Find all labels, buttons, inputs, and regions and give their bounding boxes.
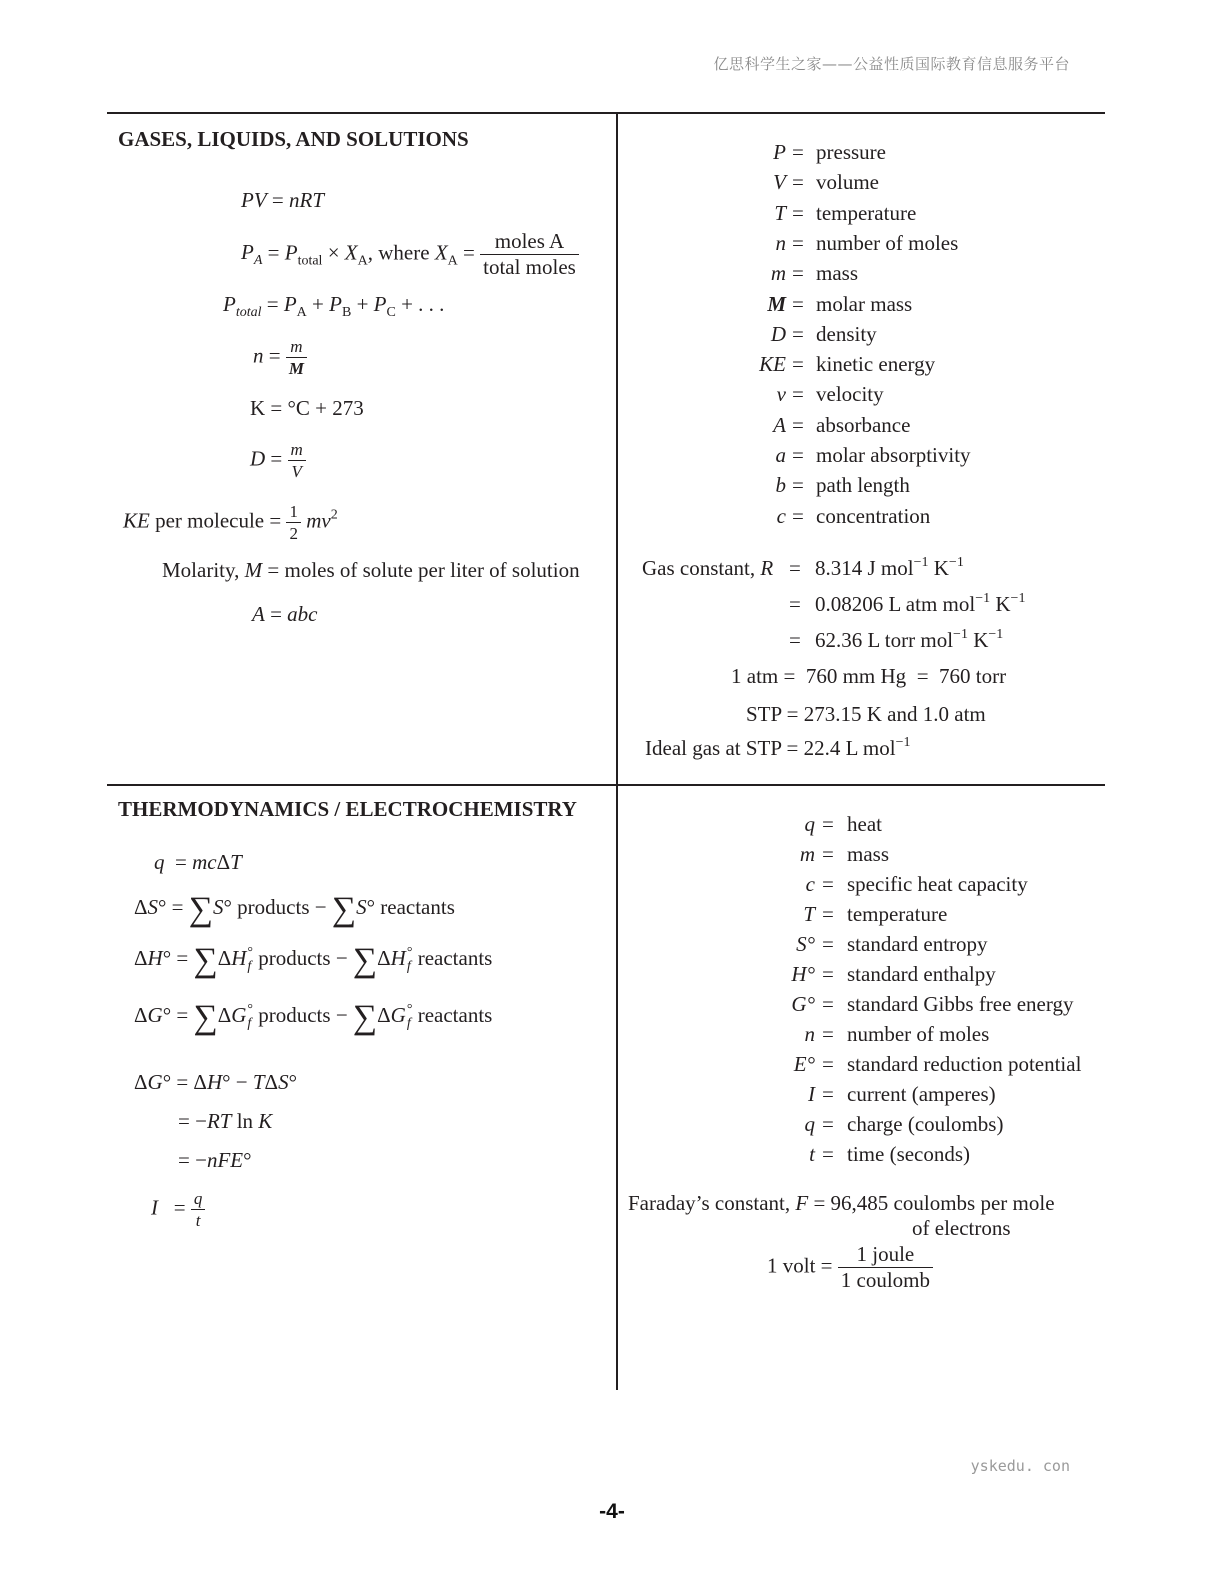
symbol-definition: molar absorptivity (816, 443, 971, 467)
molarity-label: Molarity, (162, 558, 240, 582)
moles-eq: n = $\frac{m}{M}$ (253, 338, 307, 377)
ideal-gas-law: PV = nRT (241, 188, 325, 212)
gibbs-eq-3: = −nFE° (178, 1148, 252, 1172)
symbol-definition: current (amperes) (847, 1082, 996, 1106)
symbol-definition: number of moles (847, 1022, 990, 1046)
symbol-definition: number of moles (816, 230, 959, 255)
equals-sign: = (822, 1022, 834, 1046)
volt-denominator: 1 coulomb (840, 1268, 931, 1292)
symbol-definition: standard reduction potential (847, 1052, 1082, 1076)
mole-fraction: $\frac{\text{moles A}}{\text{total moles}}$ (480, 231, 579, 278)
faraday-value: 96,485 coulombs per mole (830, 1191, 1055, 1215)
symbol-definition: path length (816, 473, 910, 498)
dalton-law: $P_{total} = P_A + P_B + P_C$ + . . . (223, 292, 445, 320)
symbol: v (776, 382, 786, 407)
equals-sign: = (822, 1142, 834, 1166)
volt-fraction (838, 1244, 933, 1291)
gas-constant-eq-2: = (789, 592, 801, 616)
gas-constant-label: Gas constant, (642, 556, 756, 580)
ke-label: per molecule (155, 508, 265, 533)
gas-constant-value-1: 8.314 J mol$^{-1}$ $K^{-1}$ (815, 555, 964, 580)
ideal-gas-stp-row: Ideal gas at STP = 22.4 L mol$^{-1}$ (645, 735, 911, 760)
symbol: P (773, 140, 786, 164)
equals-sign: = (822, 902, 834, 926)
gas-constant-value-3: 62.36 L torr mol$^{-1}$ $K^{-1}$ (815, 627, 1004, 652)
symbol-definition: standard Gibbs free energy (847, 992, 1074, 1016)
symbol: E° (793, 1052, 815, 1076)
equals-sign: = (792, 140, 804, 164)
stp-label: STP (746, 702, 782, 726)
symbol-definition: concentration (816, 503, 931, 528)
reactants-label: reactants (417, 1003, 493, 1027)
symbol: H° (791, 962, 815, 986)
faraday-label: Faraday’s constant, (628, 1191, 791, 1215)
symbol-definition: charge (coulombs) (847, 1112, 1004, 1136)
gibbs-formation-eq: ΔG° = ∑ΔG ° f products − ∑ΔG ° f reactants (134, 999, 493, 1036)
gas-constant-eq-3: = (789, 628, 801, 652)
symbol: KE (759, 352, 786, 377)
symbol-definition: molar mass (816, 291, 913, 316)
volt-numerator: 1 joule (838, 1244, 933, 1268)
equals-sign: = (822, 1052, 834, 1076)
faraday-row: Faraday’s constant, F = 96,485 coulombs per mole (628, 1191, 1055, 1215)
symbol: n (775, 230, 786, 255)
enthalpy-eq: ΔH° = ∑ΔH ° f products − ∑ΔH ° f reactants (134, 942, 493, 979)
symbol: a (775, 443, 786, 467)
equals-sign: = (792, 443, 804, 467)
symbol-definition: pressure (816, 140, 886, 164)
stp-value: 273.15 K and 1.0 atm (803, 702, 986, 726)
symbol: m (799, 842, 815, 866)
symbol-definition: mass (847, 842, 889, 866)
section-title-gases: GASES, LIQUIDS, AND SOLUTIONS (118, 127, 469, 151)
column-divider (616, 112, 618, 1390)
kelvin-eq: K = °C + 273 (250, 396, 364, 420)
symbol: S° (796, 932, 815, 956)
r-value-2: 0.08206 L atm mol (815, 592, 976, 616)
entropy-eq: ΔS° = ∑S° products − ∑S° reactants (134, 891, 455, 928)
equals-sign: = (792, 321, 804, 346)
symbol-definition: specific heat capacity (847, 872, 1028, 896)
symbol-definition: mass (816, 261, 858, 286)
reactants-label: reactants (380, 895, 455, 919)
equals-sign: = (822, 1112, 834, 1136)
equals-sign: = (792, 352, 804, 377)
symbol: M (767, 291, 786, 316)
products-label: products (258, 1003, 331, 1027)
torr-value: 760 torr (939, 664, 1007, 688)
middle-rule (107, 784, 1105, 786)
equals-sign: = (792, 473, 804, 498)
equals-sign: = (792, 412, 804, 437)
equals-sign: = (822, 1082, 834, 1106)
section-title-thermo: THERMODYNAMICS / ELECTROCHEMISTRY (118, 797, 577, 821)
symbol: t (809, 1142, 815, 1166)
current-eq: I = $\frac{q}{t}$ (151, 1190, 205, 1229)
header-site-text: 亿思科学生之家——公益性质国际教育信息服务平台 (713, 55, 1070, 73)
equals-sign: = (792, 382, 804, 407)
equals-sign: = (792, 230, 804, 255)
symbol: q (804, 812, 815, 836)
gas-constant-eq-1: = (789, 556, 801, 580)
symbol: T (774, 200, 786, 225)
symbol-definition: heat (847, 812, 882, 836)
symbol: b (775, 473, 786, 498)
kinetic-energy-eq: KE per molecule = $\frac{1}{2}$ $mv^2$ (123, 502, 338, 543)
volt-label: 1 volt = (767, 1253, 833, 1278)
equals-sign: = (822, 932, 834, 956)
symbol: G° (791, 992, 815, 1016)
symbol-definition: absorbance (816, 412, 911, 437)
equals-sign: = (792, 170, 804, 195)
symbol: c (776, 503, 786, 528)
ideal-gas-value: 22.4 L mol (803, 736, 896, 760)
volt-row (767, 1244, 933, 1291)
symbol: I (808, 1082, 815, 1106)
symbol-definition: standard enthalpy (847, 962, 996, 986)
stp-row: STP = 273.15 K and 1.0 atm (746, 702, 986, 726)
equals-sign: = (822, 872, 834, 896)
symbol: m (770, 261, 786, 286)
footer-url: yskedu. con (970, 1457, 1070, 1475)
molarity-eq: Molarity, M = moles of solute per liter of solution (162, 558, 580, 582)
reactants-label: reactants (417, 946, 493, 970)
atm-row: 1 atm = 760 mm Hg = 760 torr (731, 664, 1007, 688)
molarity-def: moles of solute per liter of solution (284, 558, 580, 582)
symbol: A (773, 412, 786, 437)
products-label: products (258, 946, 331, 970)
symbol: D (770, 321, 786, 346)
symbol-definition: temperature (847, 902, 948, 926)
symbol-definition: volume (816, 170, 879, 195)
gas-constant-value-2: 0.08206 L atm mol$^{-1}$ $K^{-1}$ (815, 591, 1026, 616)
symbol: c (805, 872, 815, 896)
density-eq: D = $\frac{m}{V}$ (250, 441, 306, 480)
gibbs-eq-1: ΔG° = ΔH° − TΔS° (134, 1070, 297, 1094)
equals-sign: = (792, 291, 804, 316)
symbol-definition: density (816, 321, 877, 346)
gibbs-eq-2: = −RT ln K (178, 1109, 273, 1133)
equals-sign: = (792, 503, 804, 528)
gas-constant-row-1: Gas constant, R (642, 556, 774, 580)
r-value-3: 62.36 L torr mol (815, 628, 954, 652)
equals-sign: = (822, 812, 834, 836)
top-rule (107, 112, 1105, 114)
symbol: T (803, 902, 815, 926)
beer-lambert-eq: A = abc (252, 602, 318, 626)
symbol: q (804, 1112, 815, 1136)
symbol-definition: kinetic energy (816, 352, 936, 377)
products-label: products (237, 895, 310, 919)
symbol: V (773, 170, 786, 195)
atm-label: 1 atm (731, 664, 779, 688)
symbol-definition: velocity (816, 382, 884, 407)
equals-sign: = (822, 842, 834, 866)
r-value-1: 8.314 J mol (815, 556, 914, 580)
heat-eq: q = mcΔT (154, 850, 242, 874)
symbol: n (804, 1022, 815, 1046)
symbol-definition: temperature (816, 200, 917, 225)
symbol-definition: standard entropy (847, 932, 988, 956)
partial-pressure-eq: $P_A = P_{total} \times X_A$, where $X_A$ = $\frac{\text{moles A}}{\text{total moles}}$ (241, 231, 579, 278)
equals-sign: = (792, 200, 804, 225)
equals-sign: = (822, 962, 834, 986)
faraday-value-cont: of electrons (912, 1216, 1011, 1240)
symbol-definition: time (seconds) (847, 1142, 971, 1166)
page-number: -4- (599, 1500, 625, 1523)
ideal-gas-label: Ideal gas at STP (645, 736, 782, 760)
atm-value: 760 mm Hg (805, 664, 907, 688)
equals-sign: = (822, 992, 834, 1016)
equals-sign: = (792, 261, 804, 286)
